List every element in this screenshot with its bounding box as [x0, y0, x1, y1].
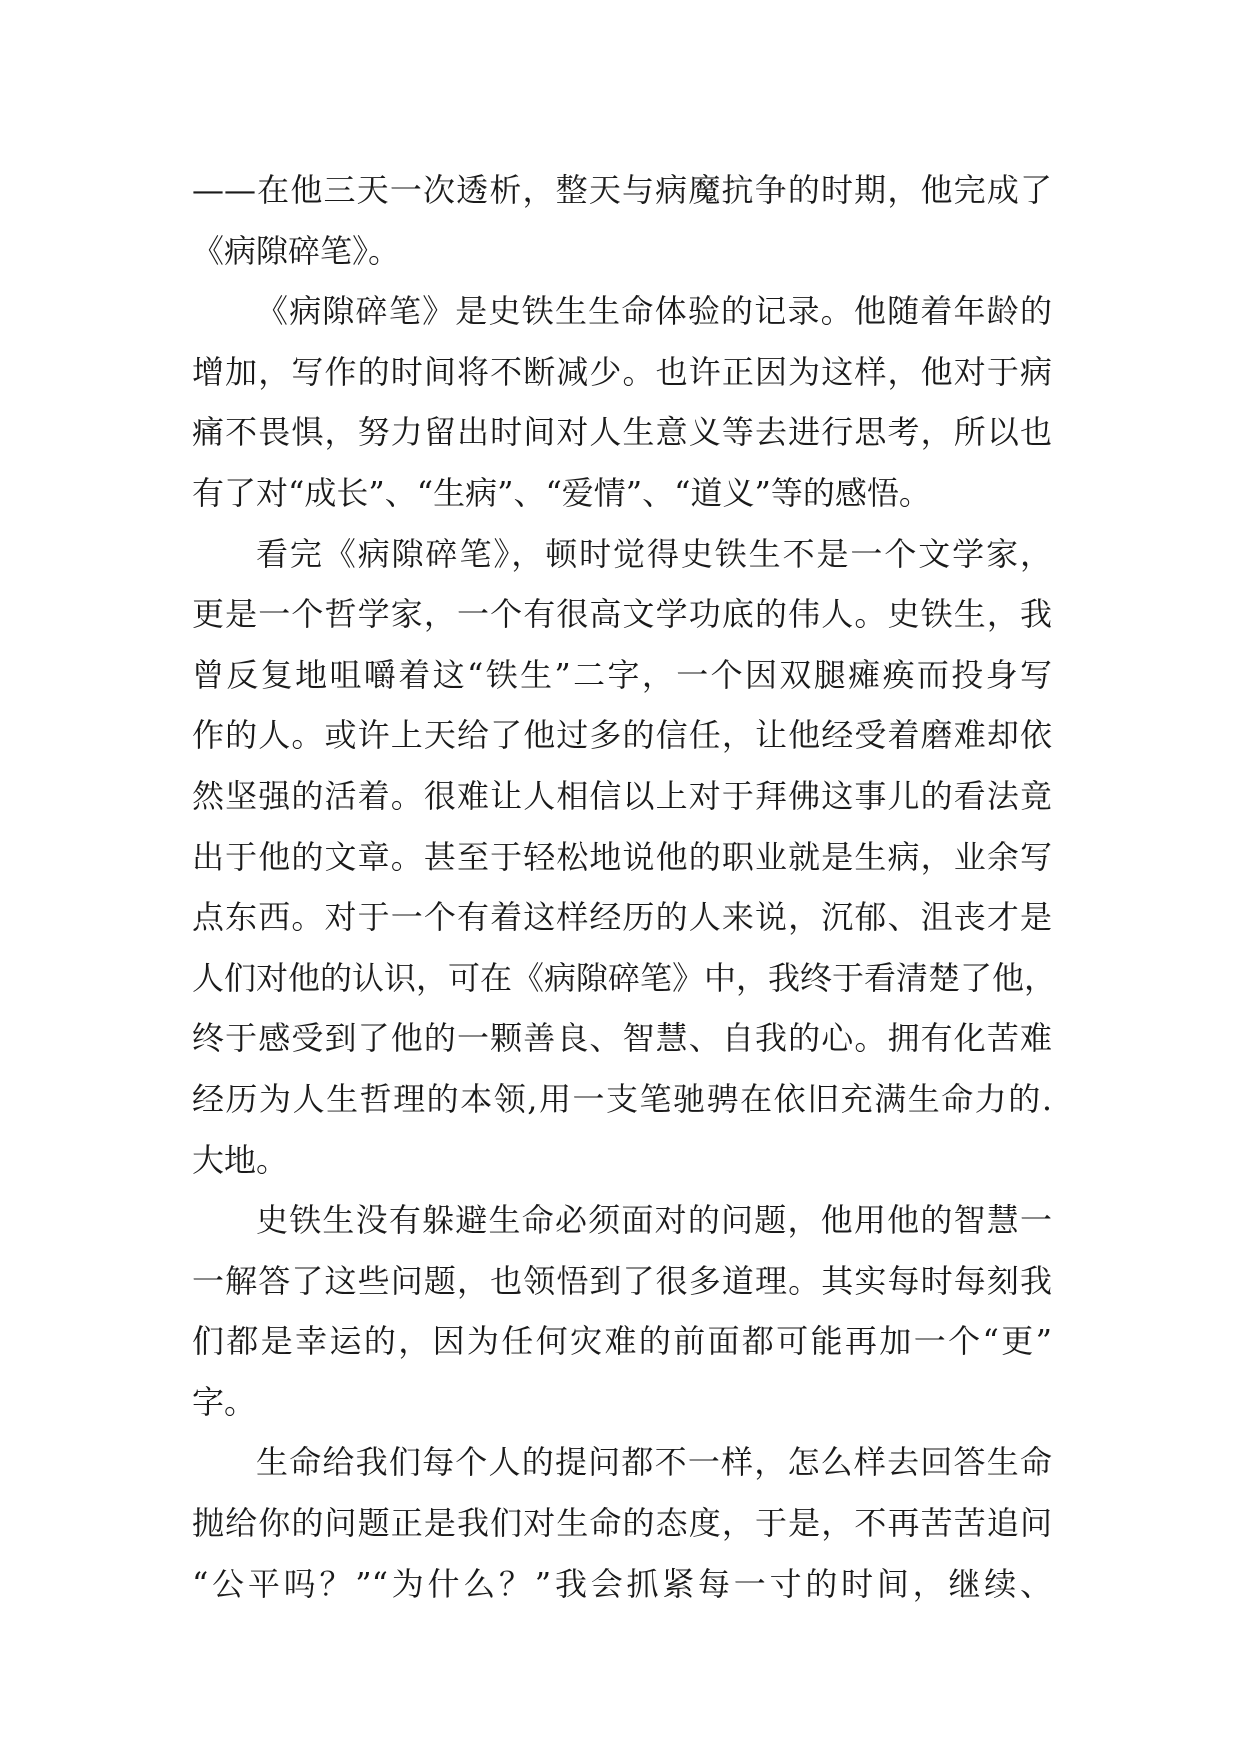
- text-line: 史铁生没有躲避生命必须面对的问题，他用他的智慧一: [256, 1201, 1052, 1240]
- text-line: 一解答了这些问题，也领悟到了很多道理。其实每时每刻我: [192, 1261, 1052, 1300]
- body-text: [192, 160, 1057, 1614]
- text-line: 增加，写作的时间将不断减少。也许正因为这样，他对于病: [192, 352, 1052, 391]
- text-line: 点东西。对于一个有着这样经历的人来说，沉郁、沮丧才是: [192, 898, 1052, 937]
- text-line: “公平吗？”“为什么？”我会抓紧每一寸的时间，继续、: [192, 1564, 1052, 1603]
- text-line: 字。: [192, 1382, 257, 1421]
- text-line: 《病隙碎笔》。: [192, 231, 401, 270]
- text-line: 大地。: [192, 1140, 289, 1179]
- text-line: 《病隙碎笔》是史铁生生命体验的记录。他随着年龄的: [256, 292, 1052, 331]
- text-line: 们都是幸运的，因为任何灾难的前面都可能再加一个“更”: [192, 1322, 1052, 1361]
- text-line: 经历为人生哲理的本领,用一支笔驰骋在依旧充满生命力的.: [192, 1079, 1052, 1118]
- text-line: 更是一个哲学家，一个有很高文学功底的伟人。史铁生，我: [192, 595, 1052, 634]
- text-line: 抛给你的问题正是我们对生命的态度，于是，不再苦苦追问: [192, 1504, 1052, 1543]
- text-line: 看完《病隙碎笔》，顿时觉得史铁生不是一个文学家，: [256, 534, 1052, 573]
- text-line: 作的人。或许上天给了他过多的信任，让他经受着磨难却依: [192, 716, 1052, 755]
- text-line: ——在他三天一次透析，整天与病魔抗争的时期，他完成了: [192, 171, 1052, 209]
- text-line: 痛不畏惧，努力留出时间对人生意义等去进行思考，所以也: [192, 413, 1052, 452]
- text-line: 然坚强的活着。很难让人相信以上对于拜佛这事儿的看法竟: [192, 776, 1052, 815]
- text-line: 生命给我们每个人的提问都不一样，怎么样去回答生命: [256, 1443, 1052, 1482]
- text-line: 有了对“成长”、“生病”、“爱情”、“道义”等的感悟。: [192, 473, 931, 512]
- text-line: 终于感受到了他的一颗善良、智慧、自我的心。拥有化苦难: [192, 1019, 1052, 1058]
- text-line: 出于他的文章。甚至于轻松地说他的职业就是生病，业余写: [192, 837, 1052, 876]
- text-line: 曾反复地咀嚼着这“铁生”二字，一个因双腿瘫痪而投身写: [192, 655, 1052, 694]
- text-line: 人们对他的认识，可在《病隙碎笔》中，我终于看清楚了他，: [192, 958, 1057, 997]
